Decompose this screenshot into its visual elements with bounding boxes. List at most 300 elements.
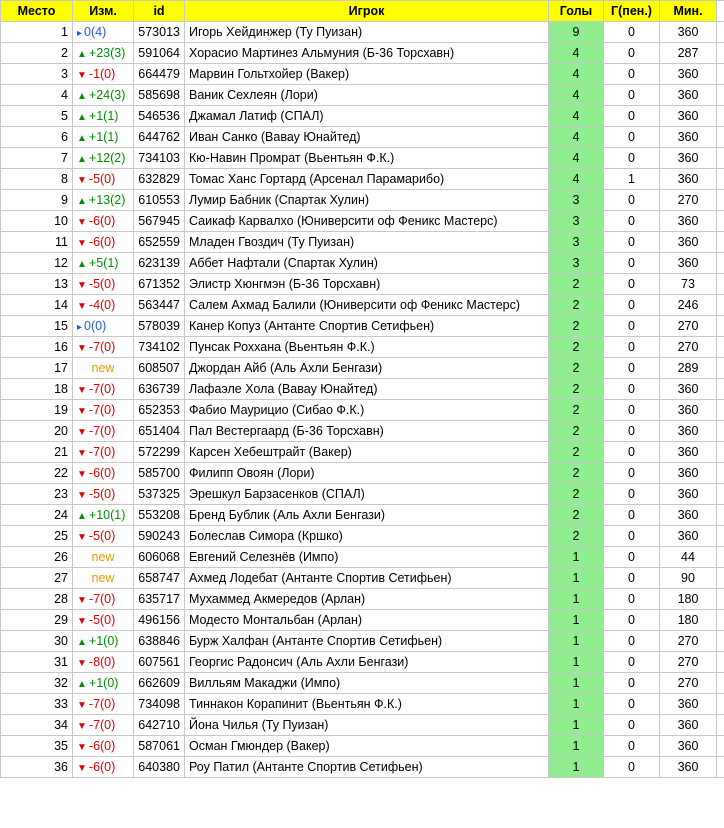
min-cell[interactable]: 360 — [660, 169, 717, 190]
min-cell[interactable]: 360 — [660, 736, 717, 757]
min-cell[interactable]: 360 — [660, 232, 717, 253]
min-cell[interactable]: 180 — [660, 610, 717, 631]
id-cell[interactable]: 563447 — [134, 295, 185, 316]
sheet-edge-cell — [717, 379, 724, 400]
id-cell[interactable]: 496156 — [134, 610, 185, 631]
id-cell[interactable]: 644762 — [134, 127, 185, 148]
min-cell[interactable]: 287 — [660, 43, 717, 64]
change-cell[interactable] — [73, 127, 134, 148]
id-cell[interactable]: 642710 — [134, 715, 185, 736]
id-cell[interactable]: 651404 — [134, 421, 185, 442]
change-value: 0(4) — [84, 25, 107, 39]
table-row — [1, 106, 724, 127]
place-cell[interactable]: 18 — [1, 379, 73, 400]
sheet-edge-cell — [717, 64, 724, 85]
min-cell[interactable]: 270 — [660, 316, 717, 337]
pen-cell[interactable]: 0 — [604, 379, 660, 400]
goals-cell[interactable]: 2 — [549, 295, 604, 316]
change-cell[interactable] — [73, 148, 134, 169]
goals-cell[interactable]: 3 — [549, 211, 604, 232]
goals-cell[interactable]: 3 — [549, 190, 604, 211]
change-cell[interactable] — [73, 652, 134, 673]
pen-cell[interactable]: 0 — [604, 43, 660, 64]
min-cell[interactable]: 270 — [660, 190, 717, 211]
min-cell[interactable]: 360 — [660, 253, 717, 274]
min-cell[interactable]: 360 — [660, 211, 717, 232]
goals-cell[interactable]: 2 — [549, 274, 604, 295]
min-cell[interactable]: 44 — [660, 547, 717, 568]
player-cell[interactable]: Лафаэле Хола (Вавау Юнайтед) — [185, 379, 549, 400]
pen-cell[interactable]: 0 — [604, 106, 660, 127]
pen-cell[interactable]: 0 — [604, 190, 660, 211]
change-cell[interactable] — [73, 442, 134, 463]
change-cell[interactable] — [73, 379, 134, 400]
change-cell[interactable] — [73, 526, 134, 547]
goals-cell[interactable]: 1 — [549, 715, 604, 736]
place-cell[interactable]: 9 — [1, 190, 73, 211]
table-row — [1, 316, 724, 337]
player-cell[interactable]: Роу Патил (Антанте Спортив Сетифьен) — [185, 757, 549, 778]
pen-cell[interactable]: 0 — [604, 148, 660, 169]
id-cell[interactable]: 658747 — [134, 568, 185, 589]
place-cell[interactable]: 1 — [1, 22, 73, 43]
player-cell[interactable]: Томас Ханс Гортард (Арсенал Парамарибо) — [185, 169, 549, 190]
change-value: -7(0) — [88, 718, 116, 732]
min-cell[interactable]: 246 — [660, 295, 717, 316]
id-cell[interactable]: 572299 — [134, 442, 185, 463]
change-cell[interactable] — [73, 568, 134, 589]
change-value: +5(1) — [88, 256, 119, 270]
sheet-edge-cell — [717, 211, 724, 232]
player-cell[interactable]: Аббет Нафтали (Спартак Хулин) — [185, 253, 549, 274]
id-cell[interactable]: 632829 — [134, 169, 185, 190]
change-cell[interactable] — [73, 295, 134, 316]
table-row — [1, 337, 724, 358]
table-row — [1, 673, 724, 694]
pen-cell[interactable]: 0 — [604, 715, 660, 736]
pen-cell[interactable]: 0 — [604, 442, 660, 463]
pen-cell[interactable]: 0 — [604, 295, 660, 316]
place-cell[interactable]: 35 — [1, 736, 73, 757]
id-cell[interactable]: 553208 — [134, 505, 185, 526]
place-cell[interactable]: 25 — [1, 526, 73, 547]
change-value: -7(0) — [88, 403, 116, 417]
pen-cell[interactable]: 0 — [604, 400, 660, 421]
change-cell[interactable] — [73, 64, 134, 85]
place-cell[interactable]: 6 — [1, 127, 73, 148]
pen-cell[interactable]: 0 — [604, 64, 660, 85]
change-cell[interactable] — [73, 421, 134, 442]
min-cell[interactable]: 360 — [660, 484, 717, 505]
player-cell[interactable]: Мухаммед Акмередов (Арлан) — [185, 589, 549, 610]
arrow-down-icon: ▼ — [77, 238, 87, 249]
change-cell[interactable] — [73, 358, 134, 379]
player-cell[interactable]: Игорь Хейдинжер (Ту Пуизан) — [185, 22, 549, 43]
id-cell[interactable]: 640380 — [134, 757, 185, 778]
player-cell[interactable]: Филипп Овоян (Лори) — [185, 463, 549, 484]
id-cell[interactable]: 567945 — [134, 211, 185, 232]
min-cell[interactable]: 289 — [660, 358, 717, 379]
pen-cell[interactable]: 0 — [604, 631, 660, 652]
min-cell[interactable]: 360 — [660, 85, 717, 106]
min-cell[interactable]: 360 — [660, 694, 717, 715]
header-pen[interactable]: Г(пен.) — [604, 1, 660, 22]
sheet-edge-cell — [717, 610, 724, 631]
id-cell[interactable]: 652353 — [134, 400, 185, 421]
goals-cell[interactable]: 4 — [549, 169, 604, 190]
pen-cell[interactable]: 0 — [604, 85, 660, 106]
min-cell[interactable]: 360 — [660, 379, 717, 400]
change-cell[interactable] — [73, 589, 134, 610]
pen-cell[interactable]: 0 — [604, 757, 660, 778]
goals-cell[interactable]: 9 — [549, 22, 604, 43]
min-cell[interactable]: 360 — [660, 757, 717, 778]
sheet-edge-cell — [717, 673, 724, 694]
sheet-edge-cell — [717, 526, 724, 547]
place-cell[interactable]: 13 — [1, 274, 73, 295]
pen-cell[interactable]: 0 — [604, 358, 660, 379]
id-cell[interactable]: 606068 — [134, 547, 185, 568]
player-cell[interactable]: Хорасио Мартинез Альмуния (Б-36 Торсхавн) — [185, 43, 549, 64]
goals-cell[interactable]: 2 — [549, 526, 604, 547]
place-cell[interactable]: 20 — [1, 421, 73, 442]
min-cell[interactable]: 360 — [660, 715, 717, 736]
table-row — [1, 610, 724, 631]
goals-cell[interactable]: 1 — [549, 757, 604, 778]
arrow-down-icon: ▼ — [77, 175, 87, 186]
change-value: +23(3) — [88, 46, 126, 60]
place-cell[interactable]: 14 — [1, 295, 73, 316]
pen-cell[interactable]: 0 — [604, 316, 660, 337]
goals-cell[interactable]: 1 — [549, 736, 604, 757]
header-place[interactable]: Место — [1, 1, 73, 22]
goals-cell[interactable]: 2 — [549, 463, 604, 484]
id-cell[interactable]: 734098 — [134, 694, 185, 715]
pen-cell[interactable]: 0 — [604, 232, 660, 253]
id-cell[interactable]: 638846 — [134, 631, 185, 652]
goals-cell[interactable]: 2 — [549, 337, 604, 358]
arrow-down-icon: ▼ — [77, 658, 87, 669]
player-cell[interactable]: Ваник Сехлеян (Лори) — [185, 85, 549, 106]
change-value: -6(0) — [88, 214, 116, 228]
min-cell[interactable]: 360 — [660, 526, 717, 547]
table-row — [1, 547, 724, 568]
goals-cell[interactable]: 4 — [549, 106, 604, 127]
change-cell[interactable] — [73, 274, 134, 295]
place-cell[interactable]: 3 — [1, 64, 73, 85]
pen-cell[interactable]: 0 — [604, 253, 660, 274]
change-cell[interactable] — [73, 43, 134, 64]
header-goals[interactable]: Голы — [549, 1, 604, 22]
pen-cell[interactable]: 0 — [604, 274, 660, 295]
min-cell[interactable]: 360 — [660, 400, 717, 421]
id-cell[interactable]: 636739 — [134, 379, 185, 400]
min-cell[interactable]: 360 — [660, 421, 717, 442]
change-cell[interactable] — [73, 694, 134, 715]
min-cell[interactable]: 270 — [660, 631, 717, 652]
place-cell[interactable]: 22 — [1, 463, 73, 484]
player-cell[interactable]: Эрешкул Барзасенков (СПАЛ) — [185, 484, 549, 505]
goals-cell[interactable]: 4 — [549, 64, 604, 85]
player-cell[interactable]: Джордан Айб (Аль Ахли Бенгази) — [185, 358, 549, 379]
change-cell[interactable] — [73, 484, 134, 505]
change-cell[interactable] — [73, 190, 134, 211]
change-value: -7(0) — [88, 592, 116, 606]
player-cell[interactable]: Вилльям Макаджи (Импо) — [185, 673, 549, 694]
change-value: +13(2) — [88, 193, 126, 207]
player-cell[interactable]: Иван Санко (Вавау Юнайтед) — [185, 127, 549, 148]
pen-cell[interactable]: 1 — [604, 169, 660, 190]
place-cell[interactable]: 29 — [1, 610, 73, 631]
change-cell[interactable] — [73, 673, 134, 694]
min-cell[interactable]: 270 — [660, 337, 717, 358]
place-cell[interactable]: 32 — [1, 673, 73, 694]
pen-cell[interactable]: 0 — [604, 547, 660, 568]
player-cell[interactable]: Фабио Маурицио (Сибао Ф.К.) — [185, 400, 549, 421]
place-cell[interactable]: 23 — [1, 484, 73, 505]
id-cell[interactable]: 537325 — [134, 484, 185, 505]
goals-cell[interactable]: 2 — [549, 379, 604, 400]
change-value: 0(0) — [84, 319, 107, 333]
id-cell[interactable]: 671352 — [134, 274, 185, 295]
player-cell[interactable]: Бурж Халфан (Антанте Спортив Сетифьен) — [185, 631, 549, 652]
player-cell[interactable]: Евгений Селезнёв (Импо) — [185, 547, 549, 568]
min-cell[interactable]: 270 — [660, 652, 717, 673]
goals-cell[interactable]: 1 — [549, 694, 604, 715]
change-value: -5(0) — [88, 172, 116, 186]
pen-cell[interactable]: 0 — [604, 337, 660, 358]
id-cell[interactable]: 608507 — [134, 358, 185, 379]
id-cell[interactable]: 664479 — [134, 64, 185, 85]
min-cell[interactable]: 360 — [660, 505, 717, 526]
goals-cell[interactable]: 2 — [549, 358, 604, 379]
table-body — [1, 22, 724, 778]
pen-cell[interactable]: 0 — [604, 652, 660, 673]
player-cell[interactable]: Кю-Навин Промрат (Вьентьян Ф.К.) — [185, 148, 549, 169]
sheet-edge-cell — [717, 169, 724, 190]
change-cell[interactable] — [73, 85, 134, 106]
table-row — [1, 64, 724, 85]
pen-cell[interactable]: 0 — [604, 211, 660, 232]
player-cell[interactable]: Пунсак Роххана (Вьентьян Ф.К.) — [185, 337, 549, 358]
min-cell[interactable]: 360 — [660, 106, 717, 127]
place-cell[interactable]: 4 — [1, 85, 73, 106]
min-cell[interactable]: 73 — [660, 274, 717, 295]
min-cell[interactable]: 360 — [660, 127, 717, 148]
change-cell[interactable] — [73, 505, 134, 526]
id-cell[interactable]: 635717 — [134, 589, 185, 610]
place-cell[interactable]: 17 — [1, 358, 73, 379]
sheet-edge-cell — [717, 631, 724, 652]
change-cell[interactable] — [73, 610, 134, 631]
id-cell[interactable]: 585698 — [134, 85, 185, 106]
table-row — [1, 505, 724, 526]
sheet-edge-cell — [717, 1, 724, 22]
arrow-up-icon: ▲ — [77, 511, 87, 522]
id-cell[interactable]: 734102 — [134, 337, 185, 358]
change-cell[interactable] — [73, 337, 134, 358]
min-cell[interactable]: 360 — [660, 22, 717, 43]
change-cell[interactable] — [73, 316, 134, 337]
change-value: -5(0) — [88, 613, 116, 627]
change-cell[interactable] — [73, 400, 134, 421]
change-cell[interactable] — [73, 757, 134, 778]
change-cell[interactable] — [73, 106, 134, 127]
header-player[interactable]: Игрок — [185, 1, 549, 22]
goals-cell[interactable]: 1 — [549, 610, 604, 631]
place-cell[interactable]: 33 — [1, 694, 73, 715]
min-cell[interactable]: 360 — [660, 148, 717, 169]
change-cell[interactable] — [73, 232, 134, 253]
id-cell[interactable]: 591064 — [134, 43, 185, 64]
id-cell[interactable]: 578039 — [134, 316, 185, 337]
goals-cell[interactable]: 1 — [549, 652, 604, 673]
pen-cell[interactable]: 0 — [604, 694, 660, 715]
place-cell[interactable]: 16 — [1, 337, 73, 358]
pen-cell[interactable]: 0 — [604, 610, 660, 631]
pen-cell[interactable]: 0 — [604, 568, 660, 589]
table-row — [1, 736, 724, 757]
change-cell[interactable] — [73, 463, 134, 484]
goals-cell[interactable]: 1 — [549, 631, 604, 652]
id-cell[interactable]: 607561 — [134, 652, 185, 673]
player-cell[interactable]: Пал Вестергаард (Б-36 Торсхавн) — [185, 421, 549, 442]
min-cell[interactable]: 360 — [660, 64, 717, 85]
change-cell[interactable] — [73, 169, 134, 190]
id-cell[interactable]: 662609 — [134, 673, 185, 694]
goals-cell[interactable]: 3 — [549, 232, 604, 253]
id-cell[interactable]: 546536 — [134, 106, 185, 127]
pen-cell[interactable]: 0 — [604, 526, 660, 547]
place-cell[interactable]: 2 — [1, 43, 73, 64]
pen-cell[interactable]: 0 — [604, 736, 660, 757]
place-cell[interactable]: 21 — [1, 442, 73, 463]
player-cell[interactable]: Марвин Гольтхойер (Вакер) — [185, 64, 549, 85]
id-cell[interactable]: 590243 — [134, 526, 185, 547]
goals-cell[interactable]: 1 — [549, 589, 604, 610]
player-cell[interactable]: Саикаф Карвалхо (Юниверсити оф Феникс Мастерс) — [185, 211, 549, 232]
player-cell[interactable]: Йона Чилья (Ту Пуизан) — [185, 715, 549, 736]
place-cell[interactable]: 24 — [1, 505, 73, 526]
goals-cell[interactable]: 1 — [549, 673, 604, 694]
min-cell[interactable]: 90 — [660, 568, 717, 589]
place-cell[interactable]: 30 — [1, 631, 73, 652]
change-cell[interactable] — [73, 211, 134, 232]
pen-cell[interactable]: 0 — [604, 673, 660, 694]
pen-cell[interactable]: 0 — [604, 463, 660, 484]
goals-cell[interactable]: 4 — [549, 43, 604, 64]
goals-cell[interactable]: 1 — [549, 568, 604, 589]
player-cell[interactable]: Лумир Бабник (Спартак Хулин) — [185, 190, 549, 211]
header-change[interactable]: Изм. — [73, 1, 134, 22]
change-cell[interactable] — [73, 22, 134, 43]
change-cell[interactable] — [73, 736, 134, 757]
player-cell[interactable]: Канер Копуз (Антанте Спортив Сетифьен) — [185, 316, 549, 337]
place-cell[interactable]: 28 — [1, 589, 73, 610]
goals-cell[interactable]: 3 — [549, 253, 604, 274]
goals-cell[interactable]: 2 — [549, 316, 604, 337]
player-cell[interactable]: Ахмед Лодебат (Антанте Спортив Сетифьен) — [185, 568, 549, 589]
pen-cell[interactable]: 0 — [604, 22, 660, 43]
place-cell[interactable]: 36 — [1, 757, 73, 778]
player-cell[interactable]: Джамал Латиф (СПАЛ) — [185, 106, 549, 127]
min-cell[interactable]: 360 — [660, 463, 717, 484]
player-cell[interactable]: Бренд Бублик (Аль Ахли Бенгази) — [185, 505, 549, 526]
place-cell[interactable]: 5 — [1, 106, 73, 127]
player-cell[interactable]: Младен Гвоздич (Ту Пуизан) — [185, 232, 549, 253]
id-cell[interactable]: 652559 — [134, 232, 185, 253]
change-cell[interactable] — [73, 715, 134, 736]
place-cell[interactable]: 34 — [1, 715, 73, 736]
change-value: +1(1) — [88, 130, 119, 144]
min-cell[interactable]: 180 — [660, 589, 717, 610]
goals-cell[interactable]: 2 — [549, 421, 604, 442]
player-cell[interactable]: Модесто Монтальбан (Арлан) — [185, 610, 549, 631]
goals-cell[interactable]: 4 — [549, 148, 604, 169]
player-cell[interactable]: Георгис Радонсич (Аль Ахли Бенгази) — [185, 652, 549, 673]
id-cell[interactable]: 573013 — [134, 22, 185, 43]
pen-cell[interactable]: 0 — [604, 505, 660, 526]
id-cell[interactable]: 623139 — [134, 253, 185, 274]
place-cell[interactable]: 19 — [1, 400, 73, 421]
arrow-down-icon: ▼ — [77, 217, 87, 228]
goals-cell[interactable]: 2 — [549, 442, 604, 463]
goals-cell[interactable]: 1 — [549, 547, 604, 568]
goals-cell[interactable]: 2 — [549, 400, 604, 421]
place-cell[interactable]: 8 — [1, 169, 73, 190]
goals-cell[interactable]: 2 — [549, 484, 604, 505]
place-cell[interactable]: 31 — [1, 652, 73, 673]
player-cell[interactable]: Элистр Хюнгмэн (Б-36 Торсхавн) — [185, 274, 549, 295]
header-id[interactable]: id — [134, 1, 185, 22]
goals-cell[interactable]: 4 — [549, 127, 604, 148]
place-cell[interactable]: 11 — [1, 232, 73, 253]
pen-cell[interactable]: 0 — [604, 484, 660, 505]
place-cell[interactable]: 27 — [1, 568, 73, 589]
player-cell[interactable]: Карсен Хебештрайт (Вакер) — [185, 442, 549, 463]
pen-cell[interactable]: 0 — [604, 127, 660, 148]
min-cell[interactable]: 270 — [660, 673, 717, 694]
change-cell[interactable] — [73, 253, 134, 274]
place-cell[interactable]: 10 — [1, 211, 73, 232]
id-cell[interactable]: 734103 — [134, 148, 185, 169]
change-cell[interactable] — [73, 631, 134, 652]
min-cell[interactable]: 360 — [660, 442, 717, 463]
id-cell[interactable]: 610553 — [134, 190, 185, 211]
table-row — [1, 757, 724, 778]
place-cell[interactable]: 26 — [1, 547, 73, 568]
player-cell[interactable]: Болеслав Симора (Кршко) — [185, 526, 549, 547]
player-cell[interactable]: Тиннакон Корапинит (Вьентьян Ф.К.) — [185, 694, 549, 715]
id-cell[interactable]: 585700 — [134, 463, 185, 484]
goals-cell[interactable]: 4 — [549, 85, 604, 106]
arrow-down-icon: ▼ — [77, 406, 87, 417]
pen-cell[interactable]: 0 — [604, 589, 660, 610]
header-min[interactable]: Мин. — [660, 1, 717, 22]
player-cell[interactable]: Салем Ахмад Балили (Юниверсити оф Феникс Мастерс) — [185, 295, 549, 316]
pen-cell[interactable]: 0 — [604, 421, 660, 442]
id-cell[interactable]: 587061 — [134, 736, 185, 757]
goals-cell[interactable]: 2 — [549, 505, 604, 526]
sheet-edge-cell — [717, 757, 724, 778]
table-row — [1, 274, 724, 295]
place-cell[interactable]: 7 — [1, 148, 73, 169]
place-cell[interactable]: 12 — [1, 253, 73, 274]
sheet-edge-cell — [717, 358, 724, 379]
change-cell[interactable] — [73, 547, 134, 568]
place-cell[interactable]: 15 — [1, 316, 73, 337]
player-cell[interactable]: Осман Гмюндер (Вакер) — [185, 736, 549, 757]
